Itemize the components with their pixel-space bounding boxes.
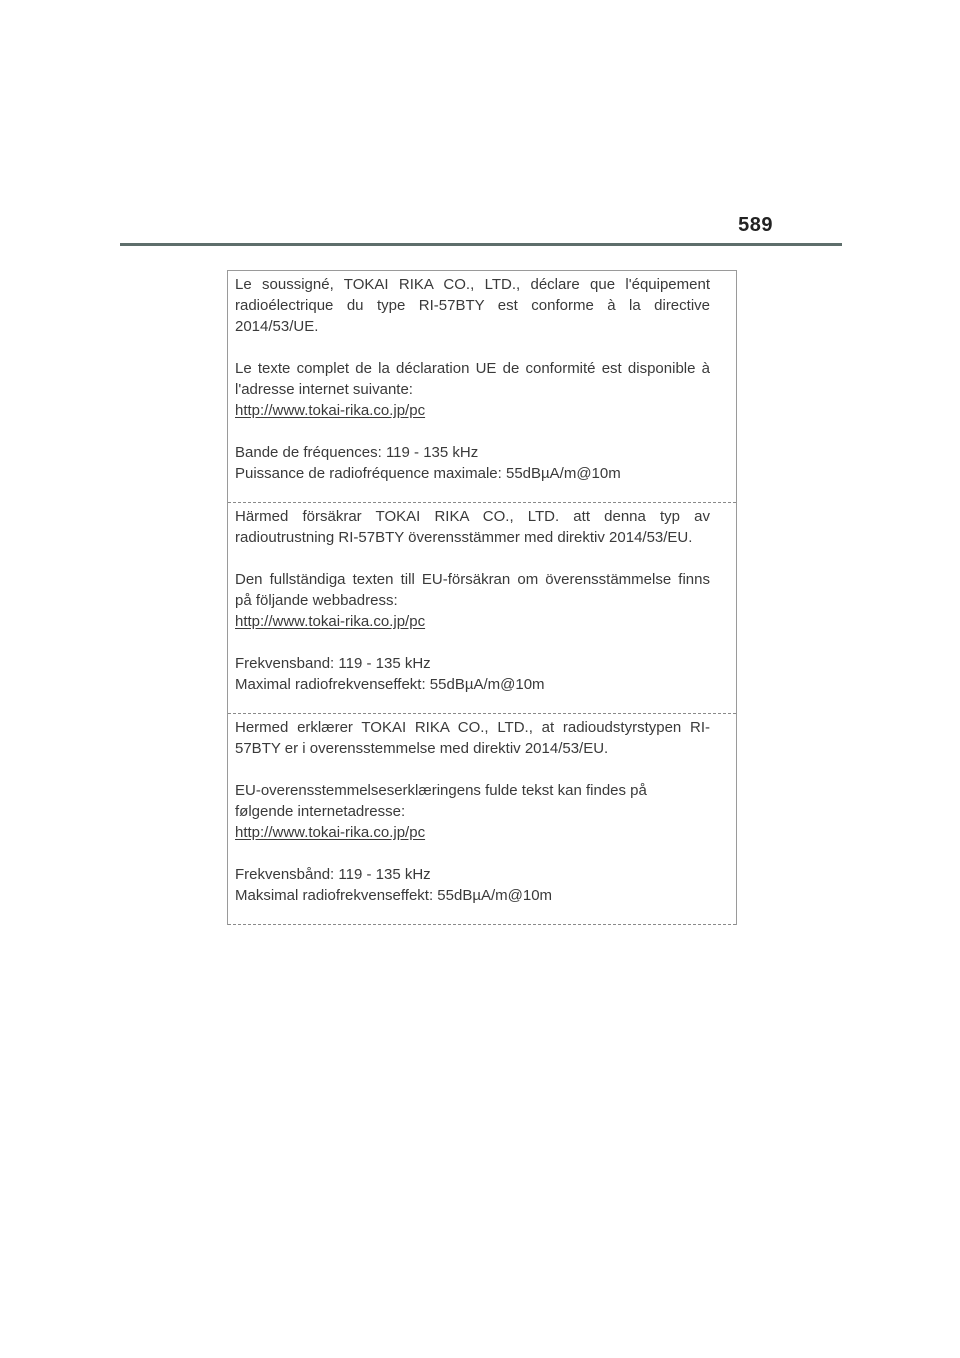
page-number: 589 <box>738 214 773 236</box>
frequency-band: Bande de fréquences: 119 - 135 kHz <box>235 444 479 461</box>
frequency-band: Frekvensbånd: 119 - 135 kHz <box>235 866 431 883</box>
technical-specs <box>235 653 710 695</box>
full-text-info-line2: følgende internetadresse: <box>235 803 406 820</box>
full-text-info <box>235 358 710 421</box>
declaration-text: Le soussigné, TOKAI RIKA CO., LTD., déclare que l'équipement radioélectrique du type RI-57BTY est conforme à la directive 2014/53/UE. <box>235 276 710 335</box>
max-power: Maximal radiofrekvenseffekt: 55dBµA/m@10m <box>235 676 545 693</box>
full-text-info-text: Le texte complet de la déclaration UE de conformité est disponible à l'adresse internet suivante: <box>235 360 710 398</box>
header-rule <box>120 243 842 246</box>
full-text-info <box>235 569 710 632</box>
max-power: Maksimal radiofrekvenseffekt: 55dBµA/m@10m <box>235 887 553 904</box>
declaration-url-link[interactable]: http://www.tokai-rika.co.jp/pc <box>235 402 426 419</box>
declaration-section-swedish <box>228 503 736 714</box>
declaration-text: Hermed erklærer TOKAI RIKA CO., LTD., at radioudstyrstypen RI-57BTY er i overensstemmelse med direktiv 2014/53/EU. <box>235 719 710 757</box>
declaration-box <box>227 270 737 925</box>
full-text-info-text: Den fullständiga texten till EU-försäkran om överensstämmelse finns på följande webbadress: <box>235 571 710 609</box>
frequency-band: Frekvensband: 119 - 135 kHz <box>235 655 431 672</box>
full-text-info <box>235 780 710 843</box>
max-power: Puissance de radiofréquence maximale: 55dBµA/m@10m <box>235 465 621 482</box>
declaration-section-french <box>228 271 736 503</box>
declaration-section-danish <box>228 714 736 925</box>
technical-specs <box>235 864 710 906</box>
declaration-text: Härmed försäkrar TOKAI RIKA CO., LTD. att denna typ av radioutrustning RI-57BTY överensstämmer med direktiv 2014/53/EU. <box>235 508 710 546</box>
declaration-url-link[interactable]: http://www.tokai-rika.co.jp/pc <box>235 824 426 841</box>
technical-specs <box>235 442 710 484</box>
declaration-url-link[interactable]: http://www.tokai-rika.co.jp/pc <box>235 613 426 630</box>
full-text-info-line1: EU-overensstemmelseserklæringens fulde tekst kan findes på <box>235 782 647 799</box>
